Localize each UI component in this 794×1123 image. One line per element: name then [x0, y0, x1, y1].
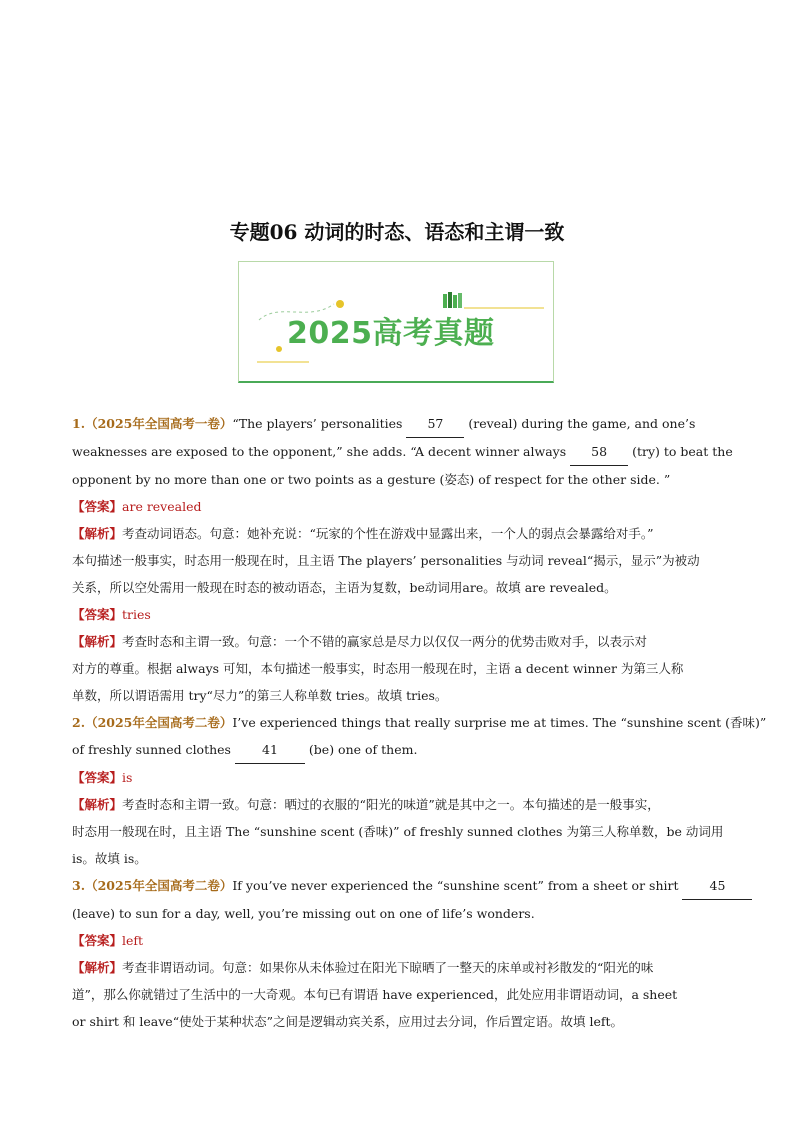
- q1-analysis-1-line-1: [72, 520, 724, 547]
- q1-analysis-1-line-2: 本句描述一般事实，时态用一般现在时，且主语 The players’ personalities 与动词 reveal“揭示，显示”为被动: [72, 553, 700, 568]
- q3-answer: [72, 927, 724, 954]
- q3-analysis-line-3: or shirt 和 leave“使处于某种状态”之间是逻辑动宾关系，应用过去分词，作后置定语。故填 left。: [72, 1014, 623, 1029]
- q1-blank-58: 58: [570, 438, 628, 466]
- q3-analysis-line-2: 道”，那么你就错过了生活中的一大奇观。本句已有谓语 have experienced，此处应用非谓语动词，a sheet: [72, 987, 678, 1002]
- q3-analysis-line-1: [72, 954, 724, 981]
- q1-text-1b: (reveal) during the game, and one’s: [464, 416, 696, 431]
- answer-tag: 【答案】: [72, 607, 123, 622]
- q2-text-2a: of freshly sunned clothes: [72, 742, 235, 757]
- answer-value: tries: [122, 607, 151, 622]
- q2-line-1: [72, 709, 767, 736]
- q2-line-2: [72, 736, 724, 764]
- analysis-text: 考查时态和主谓一致。句意：一个不错的赢家总是尽力以仅仅一两分的优势击败对手，以表示对: [122, 634, 648, 649]
- q2-answer: [72, 764, 724, 791]
- q2-analysis-line-2: 时态用一般现在时，且主语 The “sunshine scent (香味)” of freshly sunned clothes 为第三人称单数，be 动词用: [72, 824, 724, 839]
- q1-answer-1: [72, 493, 724, 520]
- banner-title: 2025高考真题: [287, 316, 495, 351]
- analysis-tag: 【解析】: [72, 960, 123, 975]
- page-title: 专题06 动词的时态、语态和主谓一致: [229, 220, 565, 244]
- q3-text-1a: If you’ve never experienced the “sunshine scent” from a sheet or shirt: [232, 878, 683, 893]
- answer-tag: 【答案】: [72, 933, 123, 948]
- q1-line-2: [72, 438, 733, 466]
- q1-text-1a: “The players’ personalities: [232, 416, 407, 431]
- answer-value: are revealed: [122, 499, 202, 514]
- q2-analysis-line-3: is。故填 is。: [72, 851, 147, 866]
- banner: [238, 261, 554, 383]
- q2-number: 2.: [72, 715, 86, 730]
- q1-answer-2: [72, 601, 724, 628]
- q1-analysis-2-line-2: 对方的尊重。根据 always 可知，本句描述一般事实，时态用一般现在时，主语 a decent winner 为第三人称: [72, 661, 684, 676]
- q1-analysis-2-line-1: [72, 628, 724, 655]
- answer-tag: 【答案】: [72, 770, 123, 785]
- q3-source: （2025年全国高考二卷）: [85, 878, 233, 893]
- q1-analysis-2-line-3: 单数，所以谓语需用 try“尽力”的第三人称单数 tries。故填 tries。: [72, 688, 448, 703]
- q1-blank-57: 57: [406, 410, 464, 438]
- analysis-tag: 【解析】: [72, 797, 123, 812]
- analysis-tag: 【解析】: [72, 526, 123, 541]
- answer-tag: 【答案】: [72, 499, 123, 514]
- q3-number: 3.: [72, 878, 86, 893]
- q2-source: （2025年全国高考二卷）: [85, 715, 233, 730]
- question-content: [72, 410, 767, 1035]
- q1-line-1: [72, 410, 724, 438]
- q2-blank-41: 41: [235, 736, 305, 764]
- q2-analysis-line-1: [72, 791, 724, 818]
- analysis-text: 考查时态和主谓一致。句意：晒过的衣服的“阳光的味道”就是其中之一。本句描述的是一般事实，: [122, 797, 660, 812]
- q3-line-1: [72, 872, 724, 900]
- answer-value: left: [122, 933, 144, 948]
- q1-text-2b: (try) to beat the: [628, 444, 733, 459]
- q3-blank-45: 45: [682, 872, 752, 900]
- analysis-text: 考查动词语态。句意：她补充说：“玩家的个性在游戏中显露出来，一个人的弱点会暴露给对手。”: [122, 526, 654, 541]
- q1-line-3: opponent by no more than one or two points as a gesture (姿态) of respect for the other side. ”: [72, 472, 671, 487]
- q1-text-2a: weaknesses are exposed to the opponent,” she adds. “A decent winner always: [72, 444, 571, 459]
- q1-analysis-1-line-3: 关系，所以空处需用一般现在时态的被动语态，主语为复数，be动词用are。故填 are revealed。: [72, 580, 617, 595]
- q1-number: 1.: [72, 416, 86, 431]
- q3-line-2: (leave) to sun for a day, well, you’re missing out on one of life’s wonders.: [72, 906, 535, 921]
- analysis-tag: 【解析】: [72, 634, 123, 649]
- q2-text-2b: (be) one of them.: [304, 742, 418, 757]
- answer-value: is: [122, 770, 133, 785]
- q1-source: （2025年全国高考一卷）: [85, 416, 233, 431]
- analysis-text: 考查非谓语动词。句意：如果你从未体验过在阳光下晾晒了一整天的床单或衬衫散发的“阳光的味: [122, 960, 654, 975]
- q2-text-1: I’ve experienced things that really surprise me at times. The “sunshine scent (香味)”: [232, 715, 767, 730]
